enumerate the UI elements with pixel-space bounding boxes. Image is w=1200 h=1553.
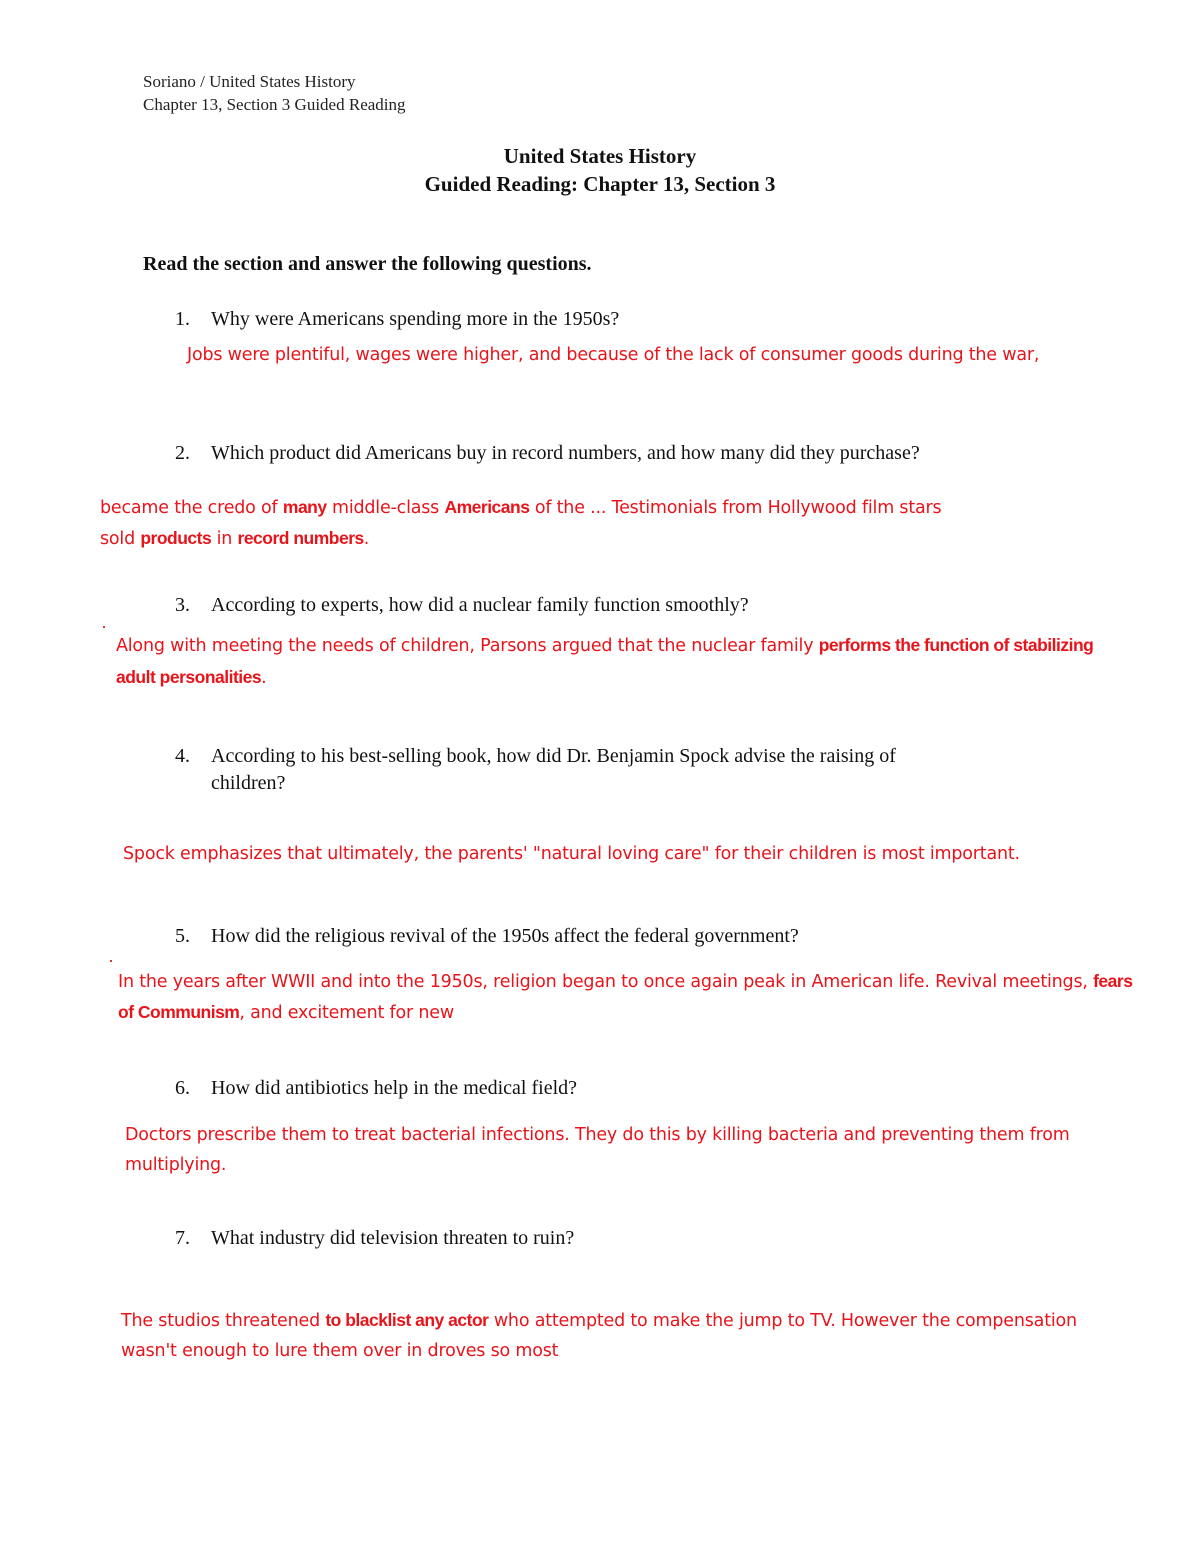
answer-5-line-1: In the years after WWII and into the 1950s, religion began to once again peak in American life. Revival meetings, fears [118, 971, 1133, 992]
question-3 [175, 594, 749, 617]
answer-1: Jobs were plentiful, wages were higher, and because of the lack of consumer goods during the war, [187, 345, 1040, 365]
question-7 [175, 1227, 574, 1250]
header-author-course: Soriano / United States History [143, 72, 356, 91]
question-text: What industry did television threaten to ruin? [211, 1227, 575, 1249]
question-text: How did antibiotics help in the medical field? [211, 1077, 578, 1099]
header-chapter: Chapter 13, Section 3 Guided Reading [143, 95, 406, 114]
stray-mark [103, 626, 105, 628]
question-number: 3. [175, 594, 190, 616]
question-text: How did the religious revival of the 1950s affect the federal government? [211, 925, 799, 947]
question-text: Which product did Americans buy in record numbers, and how many did they purchase? [211, 442, 920, 464]
answer-2-line-1: became the credo of many middle-class Americans of the ... Testimonials from Hollywood film stars [100, 497, 942, 518]
stray-mark [110, 960, 112, 962]
question-number: 6. [175, 1077, 190, 1099]
question-number: 4. [175, 745, 190, 767]
answer-4: Spock emphasizes that ultimately, the parents' "natural loving care" for their children is most important. [123, 844, 1020, 864]
question-number: 7. [175, 1227, 190, 1249]
question-number: 2. [175, 442, 190, 464]
question-1 [175, 308, 619, 331]
answer-3-line-1: Along with meeting the needs of children, Parsons argued that the nuclear family performs the function of stabilizing [116, 635, 1094, 656]
instruction-text: Read the section and answer the following questions. [143, 253, 592, 275]
question-4 [175, 745, 896, 768]
answer-3-line-2: adult personalities. [116, 667, 267, 688]
question-text: According to experts, how did a nuclear family function smoothly? [211, 594, 749, 616]
question-number: 1. [175, 308, 190, 330]
question-4-continued: children? [211, 772, 286, 794]
answer-2-line-2: sold products in record numbers. [100, 528, 370, 549]
answer-5-line-2: of Communism, and excitement for new [118, 1002, 454, 1023]
question-number: 5. [175, 925, 190, 947]
title-guided-reading: Guided Reading: Chapter 13, Section 3 [424, 172, 776, 196]
title-course: United States History [503, 144, 697, 168]
question-text: According to his best-selling book, how did Dr. Benjamin Spock advise the raising of [211, 745, 896, 767]
answer-6-line-1: Doctors prescribe them to treat bacterial infections. They do this by killing bacteria and preventing them from [125, 1125, 1070, 1145]
question-5 [175, 925, 799, 948]
answer-7-line-2: wasn't enough to lure them over in droves so most [121, 1341, 559, 1361]
answer-7-line-1: The studios threatened to blacklist any actor who attempted to make the jump to TV. However the compensation [121, 1310, 1077, 1331]
question-text: Why were Americans spending more in the 1950s? [211, 308, 620, 330]
answer-6-line-2: multiplying. [125, 1155, 227, 1175]
question-2 [175, 442, 920, 465]
question-6 [175, 1077, 577, 1100]
